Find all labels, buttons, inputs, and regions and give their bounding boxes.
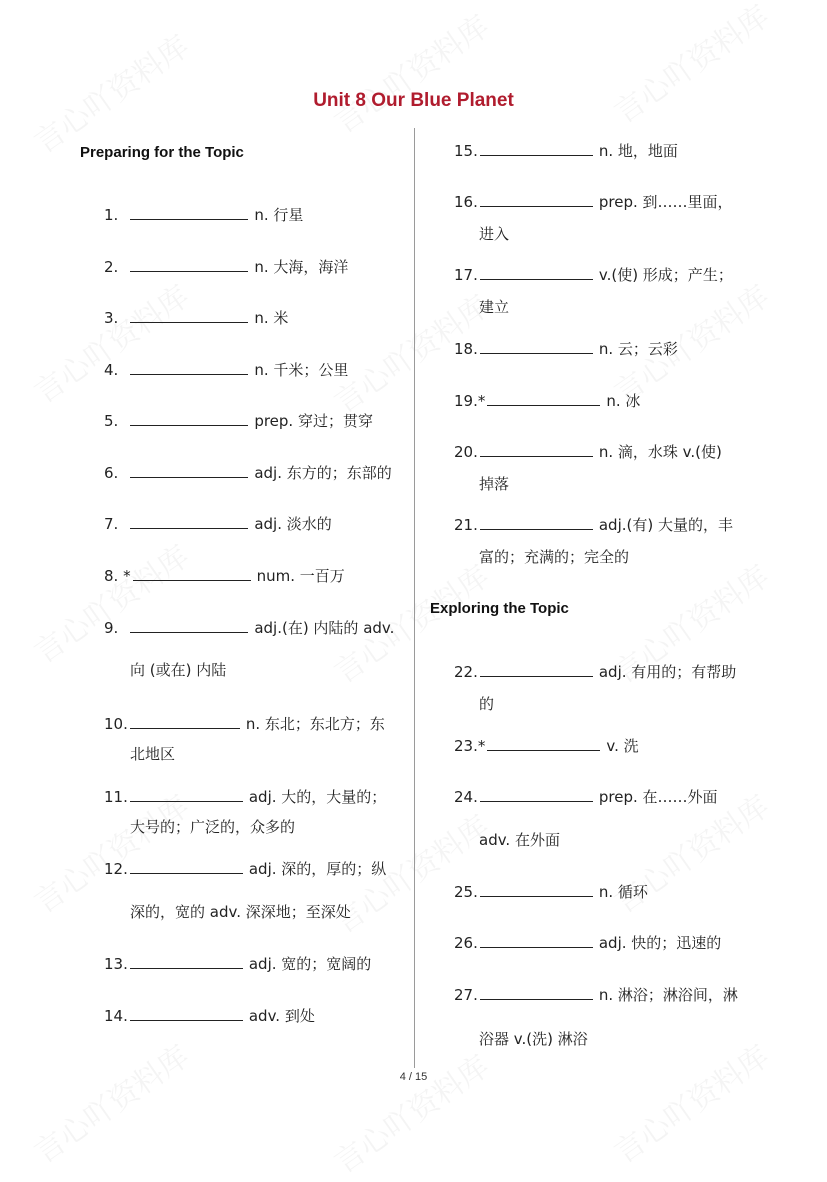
vocab-entry-3 [104, 302, 404, 334]
vocab-entry-11 [104, 781, 404, 813]
answer-blank[interactable] [480, 205, 593, 207]
column-divider [414, 128, 415, 1068]
entry-number: 20. [454, 443, 478, 461]
answer-blank[interactable] [480, 800, 593, 802]
entry-number: 24. [454, 788, 478, 806]
entry-number: 11. [104, 788, 128, 806]
entry-number: 15. [454, 142, 478, 160]
answer-blank[interactable] [130, 631, 248, 633]
answer-blank[interactable] [130, 527, 248, 529]
answer-blank[interactable] [130, 373, 248, 375]
entry-definition: n. 千米；公里 [254, 361, 349, 379]
entry-definition: n. 滴，水珠 v.(使) [598, 443, 722, 461]
entry-definition: v. 洗 [606, 737, 639, 755]
entry-number: 2. [104, 258, 119, 276]
answer-blank[interactable] [130, 218, 248, 220]
answer-blank[interactable] [130, 424, 248, 426]
answer-blank[interactable] [130, 727, 240, 729]
vocab-entry-25 [454, 876, 754, 908]
vocab-entry-10-continued: 北地区 [130, 745, 176, 763]
vocab-entry-22-continued: 的 [479, 695, 495, 713]
entry-number: 7. [104, 515, 119, 533]
answer-blank[interactable] [480, 278, 593, 280]
answer-blank[interactable] [130, 967, 243, 969]
entry-number: 17. [454, 266, 478, 284]
entry-number: 13. [104, 955, 128, 973]
entry-definition: n. 淋浴；淋浴间，淋 [598, 986, 738, 1004]
entry-definition: adj. 深的，厚的；纵 [248, 860, 387, 878]
vocab-entry-9-continued: 向 (或在) 内陆 [130, 661, 227, 679]
watermark [324, 2, 497, 141]
section-heading-exploring: Exploring the Topic [430, 600, 569, 617]
entry-definition: adj. 快的；迅速的 [598, 934, 722, 952]
entry-definition: num. 一百万 [256, 567, 345, 585]
answer-blank[interactable] [130, 270, 248, 272]
entry-definition: n. 大海，海洋 [254, 258, 349, 276]
vocab-entry-6 [104, 457, 404, 489]
entry-definition: n. 云；云彩 [598, 340, 678, 358]
vocab-entry-5 [104, 405, 404, 437]
watermark [24, 532, 197, 671]
section-heading-preparing: Preparing for the Topic [80, 144, 244, 161]
entry-definition: adj. 大的，大量的； [248, 788, 387, 806]
vocab-entry-2 [104, 251, 404, 283]
entry-number: 1. [104, 206, 119, 224]
entry-number: 23.* [454, 737, 486, 755]
vocab-entry-27-continued: 浴器 v.(洗) 淋浴 [479, 1030, 588, 1048]
entry-definition: adj. 有用的；有帮助 [598, 663, 737, 681]
entry-definition: prep. 在……外面 [598, 788, 718, 806]
vocab-entry-24-continued: adv. 在外面 [479, 831, 560, 849]
entry-definition: adj. 淡水的 [254, 515, 332, 533]
vocab-entry-12-continued: 深的，宽的 adv. 深深地；至深处 [130, 903, 351, 921]
vocab-entry-16 [454, 186, 754, 218]
entry-number: 6. [104, 464, 119, 482]
entry-definition: prep. 穿过；贯穿 [254, 412, 373, 430]
answer-blank[interactable] [133, 579, 251, 581]
entry-number: 19.* [454, 392, 486, 410]
answer-blank[interactable] [130, 476, 248, 478]
vocab-entry-9 [104, 612, 404, 644]
entry-definition: v.(使) 形成；产生； [598, 266, 733, 284]
answer-blank[interactable] [480, 455, 593, 457]
answer-blank[interactable] [487, 404, 600, 406]
answer-blank[interactable] [480, 895, 593, 897]
vocab-entry-11-continued: 大号的；广泛的，众多的 [130, 818, 296, 836]
answer-blank[interactable] [480, 998, 593, 1000]
page-number: 4 / 15 [399, 1071, 428, 1083]
entry-number: 25. [454, 883, 478, 901]
vocab-entry-20-continued: 掉落 [479, 475, 510, 493]
entry-definition: n. 行星 [254, 206, 304, 224]
entry-number: 16. [454, 193, 478, 211]
entry-number: 10. [104, 715, 128, 733]
vocab-entry-15 [454, 135, 754, 167]
entry-definition: prep. 到……里面， [598, 193, 733, 211]
vocab-entry-20 [454, 436, 754, 468]
entry-number: 26. [454, 934, 478, 952]
vocab-entry-1 [104, 199, 404, 231]
entry-number: 12. [104, 860, 128, 878]
entry-number: 9. [104, 619, 119, 637]
answer-blank[interactable] [130, 872, 243, 874]
vocab-entry-22 [454, 656, 754, 688]
answer-blank[interactable] [480, 154, 593, 156]
vocab-entry-8 [104, 560, 404, 592]
answer-blank[interactable] [480, 946, 593, 948]
vocab-entry-18 [454, 333, 754, 365]
vocab-entry-16-continued: 进入 [479, 225, 510, 243]
vocab-entry-10 [104, 708, 404, 740]
entry-number: 3. [104, 309, 119, 327]
entry-definition: n. 循环 [598, 883, 648, 901]
page-title: Unit 8 Our Blue Planet [313, 90, 514, 111]
answer-blank[interactable] [487, 749, 600, 751]
vocab-entry-27 [454, 979, 754, 1011]
entry-definition: n. 地，地面 [598, 142, 678, 160]
vocab-entry-13 [104, 948, 404, 980]
answer-blank[interactable] [130, 1019, 243, 1021]
vocab-entry-17-continued: 建立 [479, 298, 510, 316]
entry-number: 21. [454, 516, 478, 534]
answer-blank[interactable] [480, 528, 593, 530]
vocab-entry-23 [454, 730, 754, 762]
vocab-entry-12 [104, 853, 404, 885]
vocab-entry-19 [454, 385, 754, 417]
entry-number: 27. [454, 986, 478, 1004]
vocab-entry-17 [454, 259, 754, 291]
entry-definition: adj.(在) 内陆的 adv. [254, 619, 395, 637]
watermark [24, 272, 197, 411]
entry-number: 8. * [104, 567, 131, 585]
entry-definition: n. 冰 [606, 392, 641, 410]
vocab-entry-7 [104, 508, 404, 540]
entry-number: 18. [454, 340, 478, 358]
vocab-entry-4 [104, 354, 404, 386]
vocab-entry-26 [454, 927, 754, 959]
entry-number: 5. [104, 412, 119, 430]
entry-number: 22. [454, 663, 478, 681]
answer-blank[interactable] [130, 800, 243, 802]
entry-definition: n. 米 [254, 309, 289, 327]
entry-definition: n. 东北；东北方；东 [245, 715, 385, 733]
vocab-entry-21 [454, 509, 754, 541]
watermark [24, 1032, 197, 1171]
answer-blank[interactable] [480, 352, 593, 354]
entry-definition: adj. 东方的；东部的 [254, 464, 392, 482]
watermark [324, 1042, 497, 1181]
entry-definition: adj.(有) 大量的，丰 [598, 516, 733, 534]
vocab-entry-14 [104, 1000, 404, 1032]
entry-definition: adj. 宽的；宽阔的 [248, 955, 372, 973]
entry-number: 14. [104, 1007, 128, 1025]
answer-blank[interactable] [130, 321, 248, 323]
entry-definition: adv. 到处 [248, 1007, 315, 1025]
vocab-entry-21-continued: 富的；充满的；完全的 [479, 548, 630, 566]
vocab-entry-24 [454, 781, 754, 813]
entry-number: 4. [104, 361, 119, 379]
answer-blank[interactable] [480, 675, 593, 677]
